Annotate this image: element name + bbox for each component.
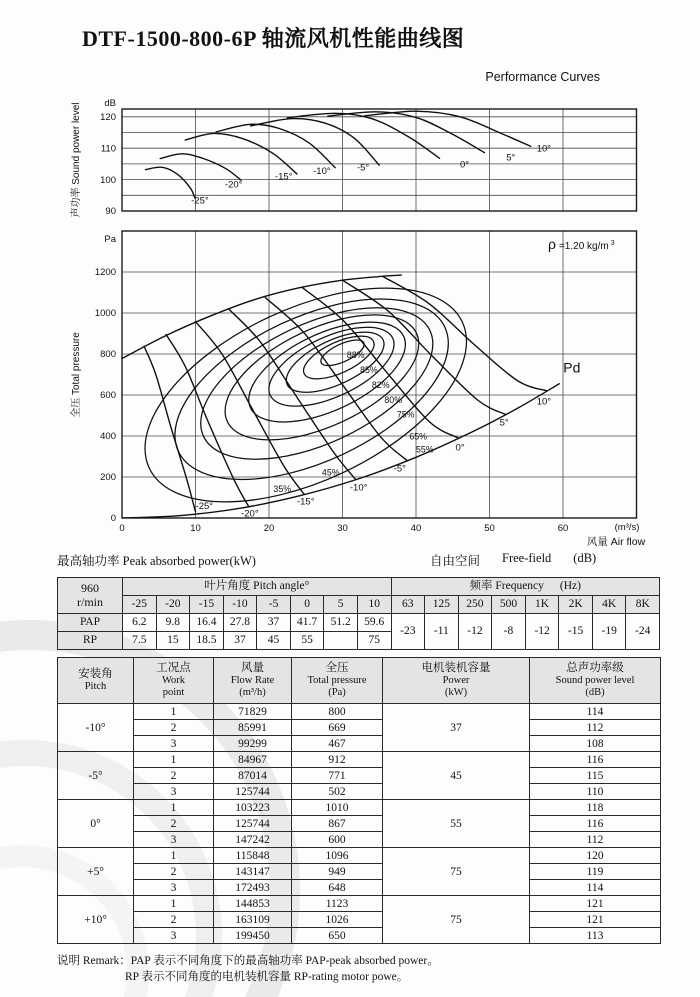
work-point-cell: 1	[134, 752, 214, 768]
pitch-curve-label: 5°	[499, 417, 509, 429]
pap-value-cell: 41.7	[290, 614, 324, 632]
total-pressure-cell: 867	[292, 816, 383, 832]
flow-rate-cell: 87014	[214, 768, 292, 784]
x-axis-unit: (m³/s)	[614, 522, 640, 533]
frequency-col: 125	[425, 596, 459, 614]
freq-correction-cell: -15	[559, 614, 593, 650]
header-text: 全压	[325, 661, 349, 674]
free-field-label	[430, 551, 596, 569]
efficiency-label: 45%	[321, 467, 340, 478]
density-label: ρ =1.20 kg/m $^3$	[548, 236, 615, 252]
pitch-group-cell: +10°	[58, 896, 134, 944]
total-pressure-cell: 669	[292, 720, 383, 736]
operating-row	[58, 912, 661, 928]
operating-row	[58, 704, 661, 720]
efficiency-label: 88%	[346, 350, 365, 361]
header-text: Work	[161, 675, 186, 687]
frequency-col: 8K	[626, 596, 660, 614]
pitch-angle-col: 0	[290, 596, 324, 614]
free-field-en: Free-field	[502, 551, 552, 565]
work-point-cell: 3	[134, 784, 214, 800]
total-pressure-cell: 648	[292, 880, 383, 896]
flow-rate-cell: 199450	[214, 928, 292, 944]
pitch-group-cell: 0°	[58, 800, 134, 848]
frequency-col: 2K	[559, 596, 593, 614]
column-header-cell	[214, 658, 292, 704]
total-pressure-cell: 949	[292, 864, 383, 880]
sound-level-cell: 115	[530, 768, 661, 784]
work-point-cell: 2	[134, 912, 214, 928]
curve-label: -5°	[356, 162, 370, 174]
flow-rate-cell: 103223	[214, 800, 292, 816]
header-text: 电机装机容量	[421, 661, 491, 674]
work-point-cell: 1	[134, 800, 214, 816]
frequency-header	[391, 578, 660, 596]
y-tick-label: 800	[100, 349, 116, 361]
flow-rate-cell: 172493	[214, 880, 292, 896]
y-tick-label: 1000	[94, 308, 116, 320]
sound-level-cell: 114	[530, 704, 661, 720]
pitch-curve-label: -5°	[393, 463, 406, 475]
efficiency-label: 55%	[416, 444, 434, 455]
curve-label: 0°	[459, 159, 470, 171]
operating-row	[58, 928, 661, 944]
freq-correction-cell: -12	[525, 614, 559, 650]
header-text: 风量	[241, 661, 264, 674]
pressure-chart-frame	[122, 231, 637, 518]
efficiency-label: 80%	[384, 394, 403, 405]
pitch-angle-col: -20	[156, 596, 190, 614]
efficiency-contour	[258, 311, 406, 422]
efficiency-label: 82%	[371, 380, 390, 391]
freq-correction-cell: -12	[458, 614, 492, 650]
pap-value-cell: 51.2	[324, 614, 358, 632]
work-point-cell: 3	[134, 880, 214, 896]
pap-value-cell: 37	[257, 614, 291, 632]
pitch-angle-col: 10	[357, 596, 391, 614]
frequency-header-text: (Hz)	[559, 580, 581, 593]
pitch-angle-header: 叶片角度 Pitch angle°	[123, 578, 392, 596]
performance-curves-subtitle: Performance Curves	[485, 70, 600, 84]
efficiency-contour	[207, 289, 437, 466]
operating-row	[58, 880, 661, 896]
operating-points-table	[57, 657, 661, 944]
power-cell: 45	[383, 752, 530, 800]
pd-curve	[122, 384, 559, 518]
header-text: (Pa)	[328, 687, 346, 699]
rp-value-cell: 15	[156, 632, 190, 650]
total-pressure-cell: 1010	[292, 800, 383, 816]
operating-row	[58, 720, 661, 736]
operating-row	[58, 752, 661, 768]
curve-label: 10°	[536, 143, 552, 155]
column-header-cell	[383, 658, 530, 704]
total-pressure-cell: 650	[292, 928, 383, 944]
operating-row	[58, 784, 661, 800]
work-point-cell: 1	[134, 848, 214, 864]
curve-label: 5°	[506, 152, 516, 164]
header-text: (dB)	[585, 687, 605, 699]
operating-row	[58, 848, 661, 864]
x-axis-title: 风量 Air flow	[586, 536, 646, 548]
free-field-zh: 自由空间	[430, 554, 481, 568]
frequency-col: 63	[391, 596, 425, 614]
table-header-row	[58, 658, 661, 704]
sound-level-cell: 118	[530, 800, 661, 816]
rp-value-cell: 75	[357, 632, 391, 650]
efficiency-label: 35%	[273, 484, 292, 495]
pitch-group-cell: +5°	[58, 848, 134, 896]
x-tick-label: 0	[119, 523, 125, 534]
pap-value-cell: 9.8	[156, 614, 190, 632]
y-tick-label: 120	[100, 112, 116, 123]
total-pressure-cell: 800	[292, 704, 383, 720]
freq-correction-cell: -19	[592, 614, 626, 650]
rp-value-cell	[324, 632, 358, 650]
total-pressure-cell: 467	[292, 736, 383, 752]
pitch-angle-col: -15	[190, 596, 224, 614]
y-tick-label: 1200	[94, 267, 116, 279]
header-text: Power	[442, 675, 470, 687]
pitch-curve	[229, 309, 356, 480]
pressure-flow-chart	[69, 231, 646, 548]
header-text: point	[162, 687, 185, 699]
y-tick-label: 600	[100, 390, 116, 402]
operating-row	[58, 832, 661, 848]
header-text: (m³/h)	[239, 687, 266, 699]
x-tick-label: 30	[337, 523, 348, 534]
sound-curve	[185, 133, 297, 174]
flow-rate-cell: 147242	[214, 832, 292, 848]
power-cell: 75	[383, 896, 530, 944]
frequency-col: 250	[458, 596, 492, 614]
sound-level-cell: 121	[530, 896, 661, 912]
pap-value-cell: 59.6	[357, 614, 391, 632]
sound-level-cell: 112	[530, 720, 661, 736]
flow-rate-cell: 163109	[214, 912, 292, 928]
rp-value-cell: 7.5	[123, 632, 157, 650]
operating-row	[58, 800, 661, 816]
x-tick-label: 10	[190, 523, 201, 534]
x-tick-label: 60	[557, 523, 569, 534]
y-tick-label: 100	[100, 174, 116, 186]
pressure-axis-title: 全压 Total pressure	[71, 332, 82, 418]
rp-label-cell: RP	[58, 632, 123, 650]
remark-line-2: RP 表示不同角度的电机装机容量 RP-rating motor powe。	[125, 971, 409, 984]
flow-rate-cell: 125744	[214, 784, 292, 800]
remark-line-1: 说明 Remark：PAP 表示不同角度下的最高轴功率 PAP-peak absorbed power。	[57, 955, 439, 967]
pitch-curve	[383, 277, 547, 391]
sound-curves	[146, 111, 531, 198]
freq-correction-cell: -11	[425, 614, 459, 650]
pap-value-cell: 16.4	[190, 614, 224, 632]
sound-curve	[146, 167, 195, 198]
frequency-col: 4K	[592, 596, 626, 614]
table1-header-row	[58, 578, 660, 596]
pap-label-cell: PAP	[58, 614, 123, 632]
total-pressure-cell: 771	[292, 768, 383, 784]
x-tick-label: 20	[263, 523, 275, 534]
flow-rate-cell: 125744	[214, 816, 292, 832]
pitch-curve	[166, 335, 248, 507]
total-pressure-cell: 502	[292, 784, 383, 800]
flow-rate-cell: 85991	[214, 720, 292, 736]
flow-rate-cell: 143147	[214, 864, 292, 880]
sound-level-cell: 113	[530, 928, 661, 944]
work-point-cell: 3	[134, 832, 214, 848]
column-header-cell	[292, 658, 383, 704]
efficiency-label: 65%	[409, 431, 428, 442]
curve-label: -20°	[224, 179, 243, 191]
pitch-curve-label: -20°	[241, 508, 259, 520]
y-tick-label: 400	[100, 431, 116, 443]
sound-level-cell: 120	[530, 848, 661, 864]
rpm-text: 960	[81, 581, 99, 596]
work-point-cell: 3	[134, 736, 214, 752]
header-text: Pitch	[84, 681, 107, 693]
freq-correction-cell: -23	[391, 614, 425, 650]
rpm-cell	[58, 578, 123, 614]
y-axis-unit: dB	[104, 98, 116, 109]
peak-absorbed-power-label: 最高轴功率 Peak absorbed power(kW)	[57, 554, 256, 568]
total-pressure-cell: 1123	[292, 896, 383, 912]
sound-level-cell: 108	[530, 736, 661, 752]
header-text: 工况点	[156, 661, 191, 674]
pitch-group-cell: -5°	[58, 752, 134, 800]
pitch-angle-col: 5	[324, 596, 358, 614]
power-cell: 37	[383, 704, 530, 752]
x-tick-label: 40	[410, 523, 422, 534]
work-point-cell: 2	[134, 720, 214, 736]
pitch-angle-col: -10	[223, 596, 257, 614]
header-text: (kW)	[444, 687, 468, 699]
curve-label: -10°	[313, 165, 331, 177]
curve-label: -25°	[191, 195, 209, 207]
efficiency-label: 85%	[360, 364, 378, 375]
pitch-curve-label: -25°	[195, 501, 214, 513]
total-pressure-cell: 1026	[292, 912, 383, 928]
rpm-text: r/min	[77, 594, 103, 609]
header-text: 安装角	[78, 667, 113, 680]
rp-value-cell: 45	[257, 632, 291, 650]
header-text: Total pressure	[307, 675, 367, 687]
sound-level-cell: 110	[530, 784, 661, 800]
operating-row	[58, 736, 661, 752]
frequency-col: 1K	[525, 596, 559, 614]
sound-curve	[216, 124, 335, 167]
frequency-col: 500	[492, 596, 526, 614]
total-pressure-cell: 912	[292, 752, 383, 768]
operating-row	[58, 816, 661, 832]
pitch-angle-col: -5	[257, 596, 291, 614]
pitch-curve-label: -15°	[296, 496, 315, 508]
pap-row	[58, 614, 660, 632]
y-tick-label: 90	[105, 206, 116, 218]
freq-correction-cell: -24	[626, 614, 660, 650]
rp-value-cell: 18.5	[190, 632, 224, 650]
pitch-curve-label: -10°	[349, 482, 368, 494]
table1-columns-row	[58, 596, 660, 614]
pitch-angle-col: -25	[123, 596, 157, 614]
power-cell: 75	[383, 848, 530, 896]
y-axis-unit: Pa	[104, 234, 116, 245]
sound-power-chart	[69, 98, 637, 218]
curve-label: -15°	[274, 171, 293, 183]
work-point-cell: 2	[134, 768, 214, 784]
work-point-cell: 2	[134, 816, 214, 832]
pitch-curve-label: 10°	[536, 396, 552, 408]
flow-rate-cell: 115848	[214, 848, 292, 864]
freq-correction-cell: -8	[492, 614, 526, 650]
header-text: 总声功率级	[566, 661, 624, 674]
pd-label: Pd	[563, 359, 581, 376]
flow-rate-cell: 99299	[214, 736, 292, 752]
column-header-cell	[134, 658, 214, 704]
sound-level-cell: 121	[530, 912, 661, 928]
pitch-group-cell: -10°	[58, 704, 134, 752]
operating-row	[58, 768, 661, 784]
column-header-cell	[58, 658, 134, 704]
total-pressure-cell: 600	[292, 832, 383, 848]
remark	[57, 953, 439, 985]
power-cell: 55	[383, 800, 530, 848]
y-tick-label: 110	[100, 143, 116, 155]
work-point-cell: 3	[134, 928, 214, 944]
pap-value-cell: 6.2	[123, 614, 157, 632]
work-point-cell: 2	[134, 864, 214, 880]
sound-level-cell: 116	[530, 752, 661, 768]
efficiency-label: 75%	[396, 409, 415, 420]
column-header-cell	[530, 658, 661, 704]
header-text: Flow Rate	[230, 675, 275, 687]
flow-rate-cell: 144853	[214, 896, 292, 912]
operating-row	[58, 864, 661, 880]
frequency-header-text: 频率 Frequency	[469, 580, 544, 593]
sound-level-cell: 116	[530, 816, 661, 832]
x-tick-label: 50	[484, 523, 495, 534]
flow-rate-cell: 71829	[214, 704, 292, 720]
sound-axis-title: 声功率 Sound power level	[71, 102, 82, 218]
y-tick-label: 0	[110, 513, 116, 525]
pitch-curve-label: 0°	[455, 442, 465, 454]
total-pressure-cell: 1096	[292, 848, 383, 864]
flow-rate-cell: 84967	[214, 752, 292, 768]
sound-curve	[160, 154, 241, 180]
power-frequency-table	[57, 577, 660, 650]
pap-value-cell: 27.8	[223, 614, 257, 632]
sound-level-cell: 114	[530, 880, 661, 896]
rp-value-cell: 37	[223, 632, 257, 650]
page-title: DTF-1500-800-6P 轴流风机性能曲线图	[82, 26, 465, 51]
header-text: Sound power level	[555, 675, 635, 687]
y-tick-label: 200	[100, 472, 116, 484]
work-point-cell: 1	[134, 896, 214, 912]
sound-level-cell: 119	[530, 864, 661, 880]
work-point-cell: 1	[134, 704, 214, 720]
sound-level-cell: 112	[530, 832, 661, 848]
operating-row	[58, 896, 661, 912]
rp-value-cell: 55	[290, 632, 324, 650]
free-field-unit: (dB)	[573, 551, 597, 565]
